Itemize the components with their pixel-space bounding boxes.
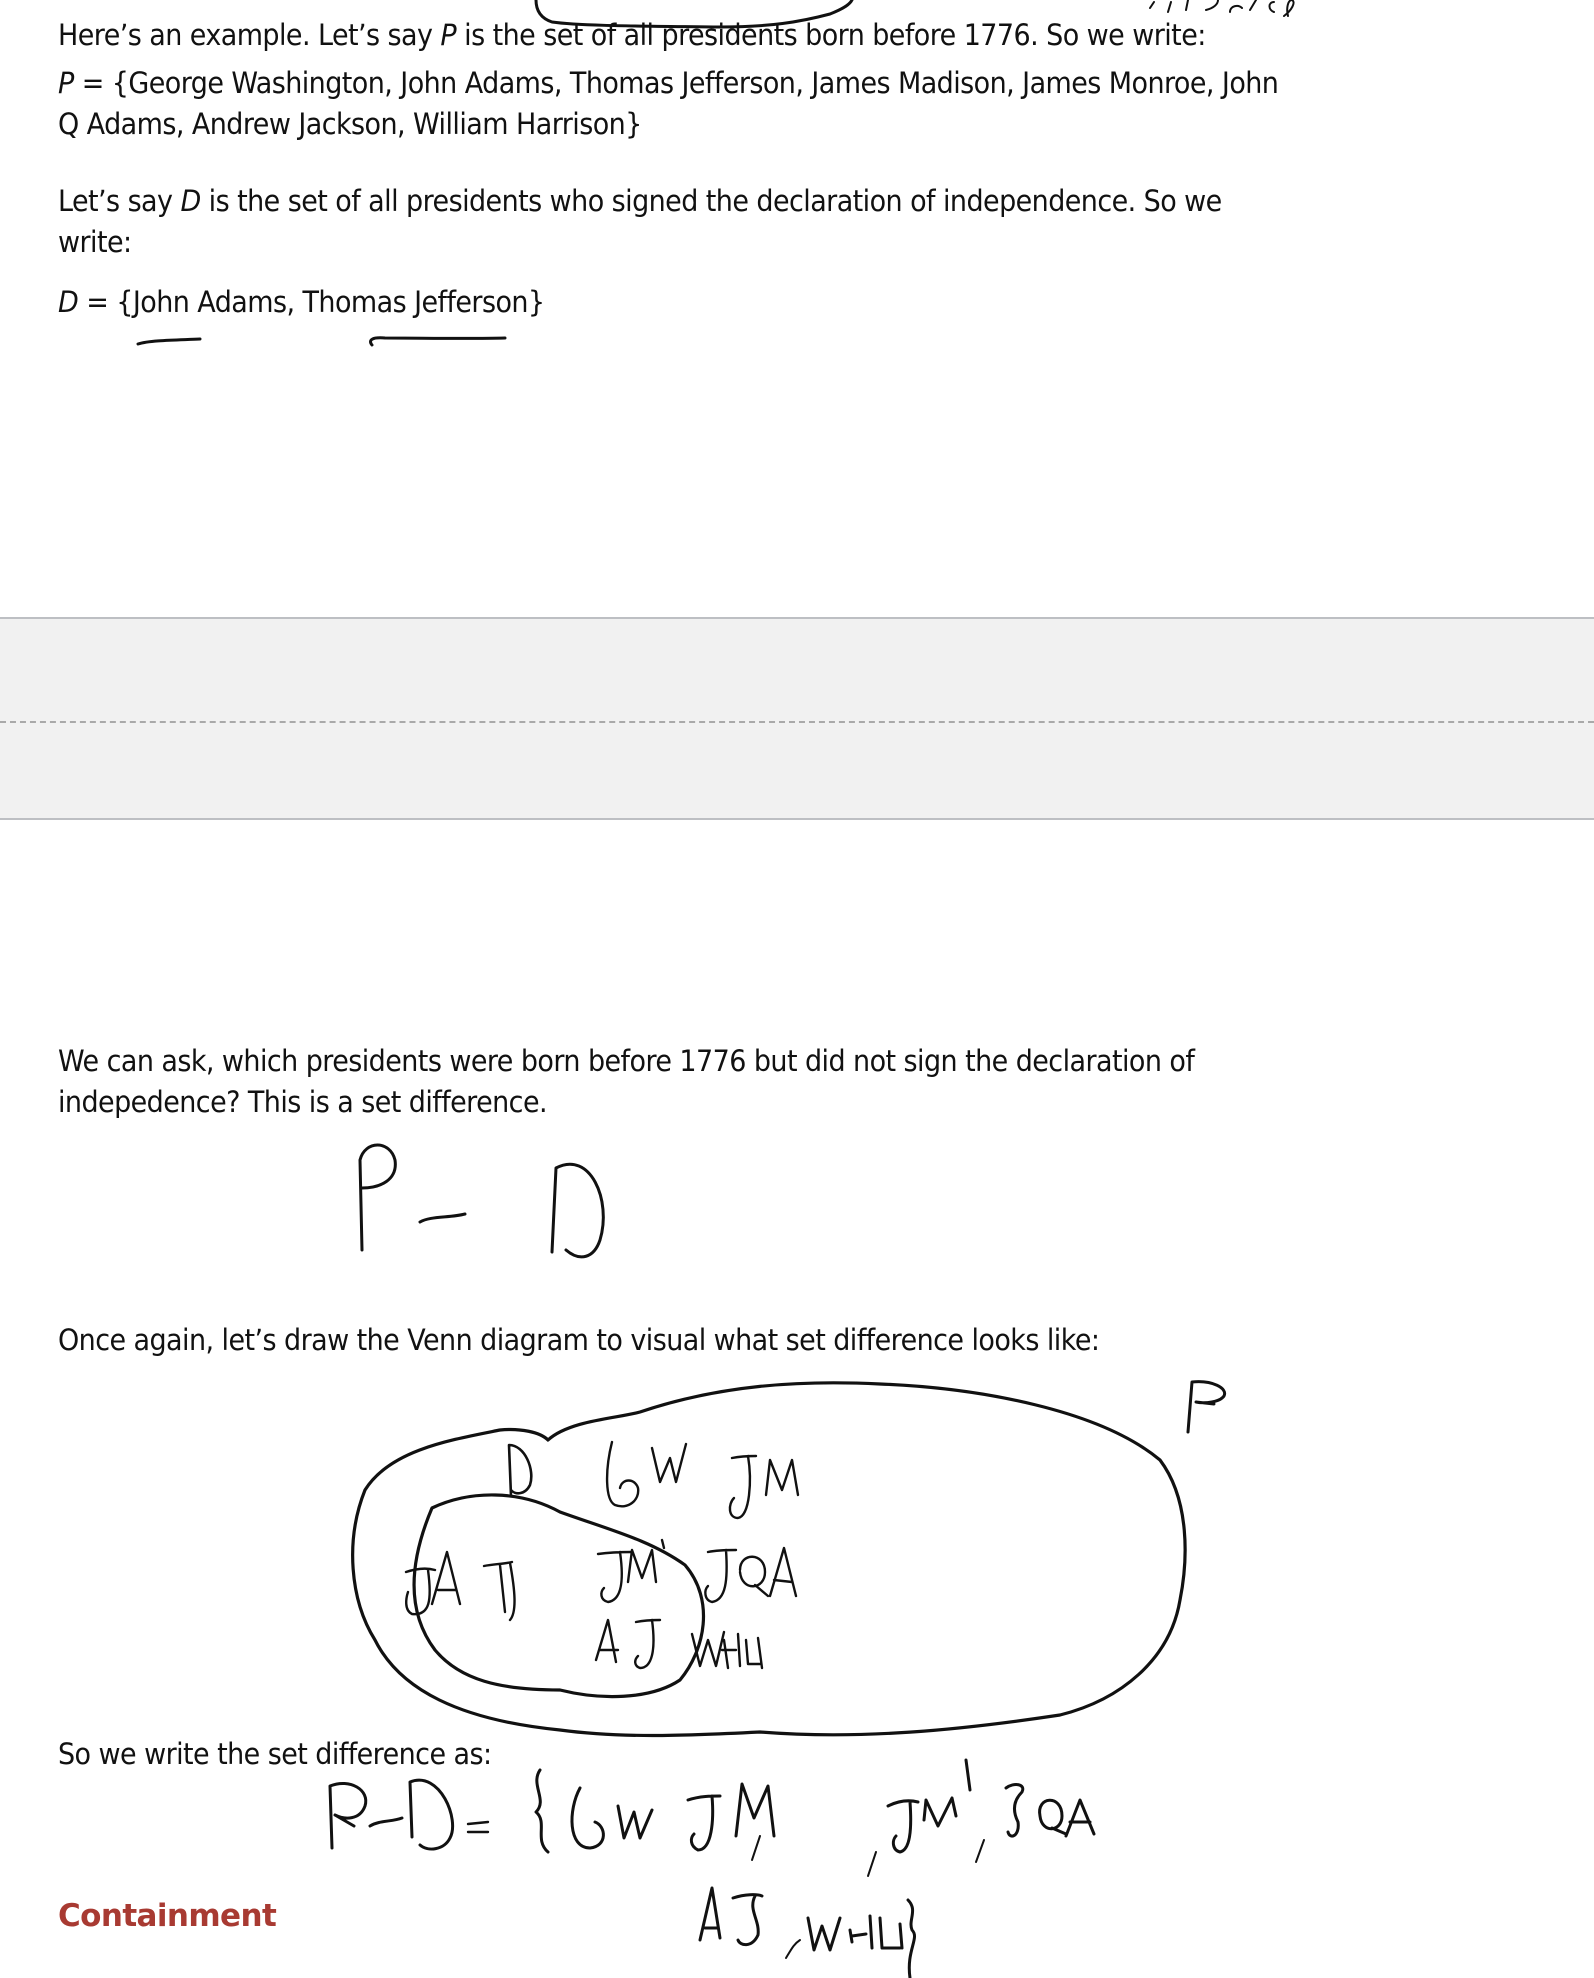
paragraph-d-intro-line1 (58, 181, 1222, 222)
page-break-gap (0, 617, 1594, 820)
paragraph-p-set-line1 (58, 63, 1278, 104)
text-segment: Let’s say (58, 184, 181, 218)
heading-containment: Containment (58, 1898, 277, 1934)
page-break-dashed-line (0, 721, 1594, 723)
ink-label-p (1188, 1382, 1225, 1432)
paragraph-question-line2: indepedence? This is a set difference. (58, 1085, 547, 1119)
variable-d: D (58, 285, 79, 319)
paragraph-d-intro-line2: write: (58, 225, 132, 259)
text-segment: Here’s an example. Let’s say (58, 18, 441, 52)
text-segment: is the set of all presidents who signed the declaration of independence. So we (200, 184, 1222, 218)
text-segment: = {George Washington, John Adams, Thomas Jefferson, James Madison, James Monroe, John (73, 66, 1279, 100)
ink-expression-p-minus-d (360, 1145, 603, 1257)
paragraph-example-intro (58, 15, 1206, 56)
ink-members-inner (406, 1552, 515, 1620)
ink-members-outer (596, 1442, 798, 1668)
paragraph-d-set (58, 282, 545, 323)
text-segment: is the set of all presidents born before 1776. So we write: (456, 18, 1206, 52)
ink-venn-inner-set-d (414, 1495, 704, 1697)
variable-p: P (58, 66, 74, 100)
paragraph-write-as: So we write the set difference as: (58, 1737, 492, 1771)
paragraph-p-set-line2: Q Adams, Andrew Jackson, William Harrison} (58, 107, 642, 141)
ink-underlines (138, 338, 505, 345)
variable-p: P (440, 18, 457, 52)
paragraph-question-line1: We can ask, which presidents were born before 1776 but did not sign the declaration of (58, 1044, 1195, 1078)
ink-label-d (509, 1445, 531, 1496)
ink-expression-set-difference (330, 1760, 1094, 1978)
variable-d: D (180, 184, 201, 218)
text-segment: = {John Adams, Thomas Jefferson} (78, 285, 545, 319)
ink-venn-outer-set-p (353, 1383, 1185, 1736)
paragraph-venn-intro: Once again, let’s draw the Venn diagram to visual what set difference looks like: (58, 1323, 1100, 1357)
